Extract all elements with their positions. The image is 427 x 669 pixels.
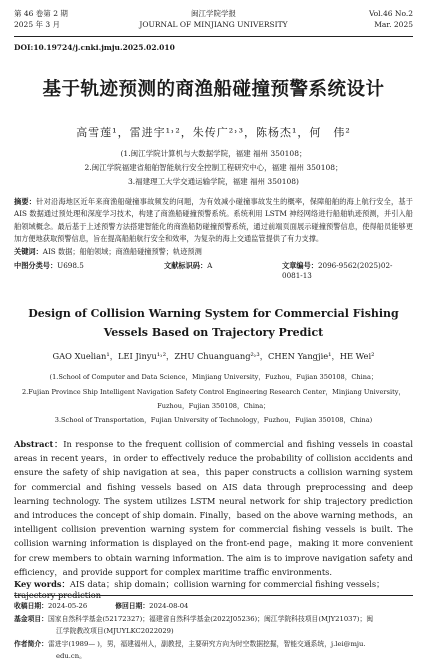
article-value: 2096-9562(2025)02-0081-13 (282, 261, 393, 280)
abstract-cn (14, 196, 413, 245)
article-label: 文章编号： (282, 261, 318, 270)
issue-en: Vol.46 No.2 (368, 9, 413, 18)
affiliation-en-1: (1.School of Computer and Data Science，Minjiang University，Fuzhou，Fujian 350108，China； (49, 373, 378, 381)
keywords-cn (14, 247, 413, 257)
classification-row (14, 261, 413, 280)
keywords-cn-label: 关键词： (14, 247, 43, 256)
keywords-en-label: Key words： (14, 579, 70, 589)
abstract-cn-text: 针对沿海地区近年来商渔船碰撞事故频发的问题，为有效减小碰撞事故发生的概率，保障船舶的海上航行安全，基于 AIS 数据通过预处理和深度学习技术，构建了商渔船碰撞预警系统。系统利用 LSTM 神经网络进行船舶轨迹预测，并引入船舶领域概念。最后基于上述预警方法搭建智能化的商渔船防碰撞预警系统，通过前端页面展示碰撞预警信息，使得船员能够更加方便地获取预警信息，旨在提高船舶航行安全和效率，为复杂的海上交通监管提供了有力支撑。 (14, 197, 413, 243)
footnote-rule (14, 595, 413, 596)
affiliation-cn-3: 3.福建理工大学交通运输学院，福建 福州 350108) (128, 177, 299, 186)
affiliation-cn-2: 2.闽江学院福建省船舶智能航行安全控制工程研究中心，福建 福州 350108； (84, 163, 343, 172)
running-header (14, 8, 413, 38)
author-label: 作者简介： (14, 639, 48, 648)
issue-cn: 第 46 卷第 2 期 (14, 9, 68, 18)
author-text-1: 雷进宇(1989— )，男，福建福州人，副教授，主要研究方向为时空数据挖掘，智能交通系统，j.lei@mju. (47, 639, 366, 648)
keywords-en-text: AIS data；ship domain；collision warning for commercial fishing vessels；trajectory prediction (14, 579, 385, 600)
fund-label: 基金项目： (14, 614, 48, 623)
journal-name-en: JOURNAL OF MINJIANG UNIVERSITY (139, 20, 288, 29)
date-cn: 2025 年 3 月 (14, 20, 61, 29)
header-right (369, 8, 413, 30)
received-date: 2024-05-26 (47, 602, 88, 610)
affiliation-en-4: 3.School of Transportation，Fujian University of Technology，Fuzhou，Fujian 350108，China) (54, 416, 373, 424)
authors-en: GAO Xuelian¹，LEI Jinyu¹˒²，ZHU Chuanguang²˒³，CHEN Yangjie¹，HE Wei² (52, 351, 375, 361)
abstract-cn-label: 摘要： (14, 197, 37, 206)
keywords-en (14, 578, 413, 600)
date-en: Mar. 2025 (374, 20, 413, 29)
doc-label: 文献标识码： (164, 261, 208, 270)
title-en-line-1: Design of Collision Warning System for Commercial Fishing (28, 307, 399, 320)
footnote-author-cont: edu.cn。 (56, 652, 86, 661)
footnote (14, 600, 413, 663)
title-cn: 基于轨迹预测的商渔船碰撞预警系统设计 (42, 79, 385, 100)
abstract-en (14, 437, 413, 579)
footnote-fund (14, 613, 413, 626)
affiliation-en-2: 2.Fujian Province Ship Intelligent Navigation Safety Control Engineering Research Center，Minjiang University， (21, 388, 406, 396)
affiliation-en-3: Fuzhou，Fujian 350108，China； (157, 402, 270, 410)
footnote-dates (14, 600, 413, 613)
abstract-en-label: Abstract： (14, 439, 64, 449)
footnote-author (14, 638, 413, 651)
received-label: 收稿日期： (14, 602, 48, 610)
journal-name-cn: 闽江学院学报 (191, 9, 236, 18)
fund-text-1: 国家自然科学基金(52172327)；福建省自然科学基金(2022J05236)；闽江学院科技项目(MJY21037)；闽 (47, 614, 374, 623)
article-number (282, 261, 413, 280)
affiliation-cn-1: (1.闽江学院计算机与大数据学院，福建 福州 350108； (120, 149, 307, 158)
clc-number (14, 261, 84, 271)
revised-date: 2024-08-04 (149, 602, 189, 610)
abstract-en-text: In response to the frequent collision of commercial and fishing vessels in coastal areas in recent years，in order to effectively reduce the probability of collision accidents and ensure the safety of ship navigation at sea，this paper constructs a collision warning system for commercial and fishing vessels based on AIS data through preprocessing and deep learning technology. The system utilizes LSTM neural network for ship trajectory prediction and introduces the concept of ship domain. Finally，based on the above warning methods，an intelligent collision prevention warning system for commercial fishing vessels is built. The collision warning information is displayed on the front-end page，making it more convenient for crew members to obtain warning information. The aim is to improve navigation safety and efficiency，and provide support for complex maritime traffic environments. (14, 439, 414, 577)
header-rule (14, 36, 413, 37)
header-center (14, 8, 413, 30)
clc-value: U698.5 (57, 261, 84, 270)
authors-cn: 高雪莲¹，雷进宇¹˒²，朱传广²˒³，陈杨杰¹，何 伟² (76, 126, 351, 139)
clc-label: 中图分类号： (14, 261, 58, 270)
footnote-fund-cont: 江学院教改项目(MJUYLKC2022029) (56, 627, 174, 636)
doc-value: A (207, 261, 213, 270)
revised-label: 修回日期： (115, 602, 150, 610)
title-en (0, 304, 427, 342)
keywords-cn-text: AIS 数据；船舶领域；商渔船碰撞预警；轨迹预测 (42, 247, 202, 256)
doc-code (164, 261, 212, 271)
doi: DOI:10.19724/j.cnki.jmju.2025.02.010 (14, 43, 175, 52)
title-en-line-2: Vessels Based on Trajectory Predict (103, 326, 324, 339)
